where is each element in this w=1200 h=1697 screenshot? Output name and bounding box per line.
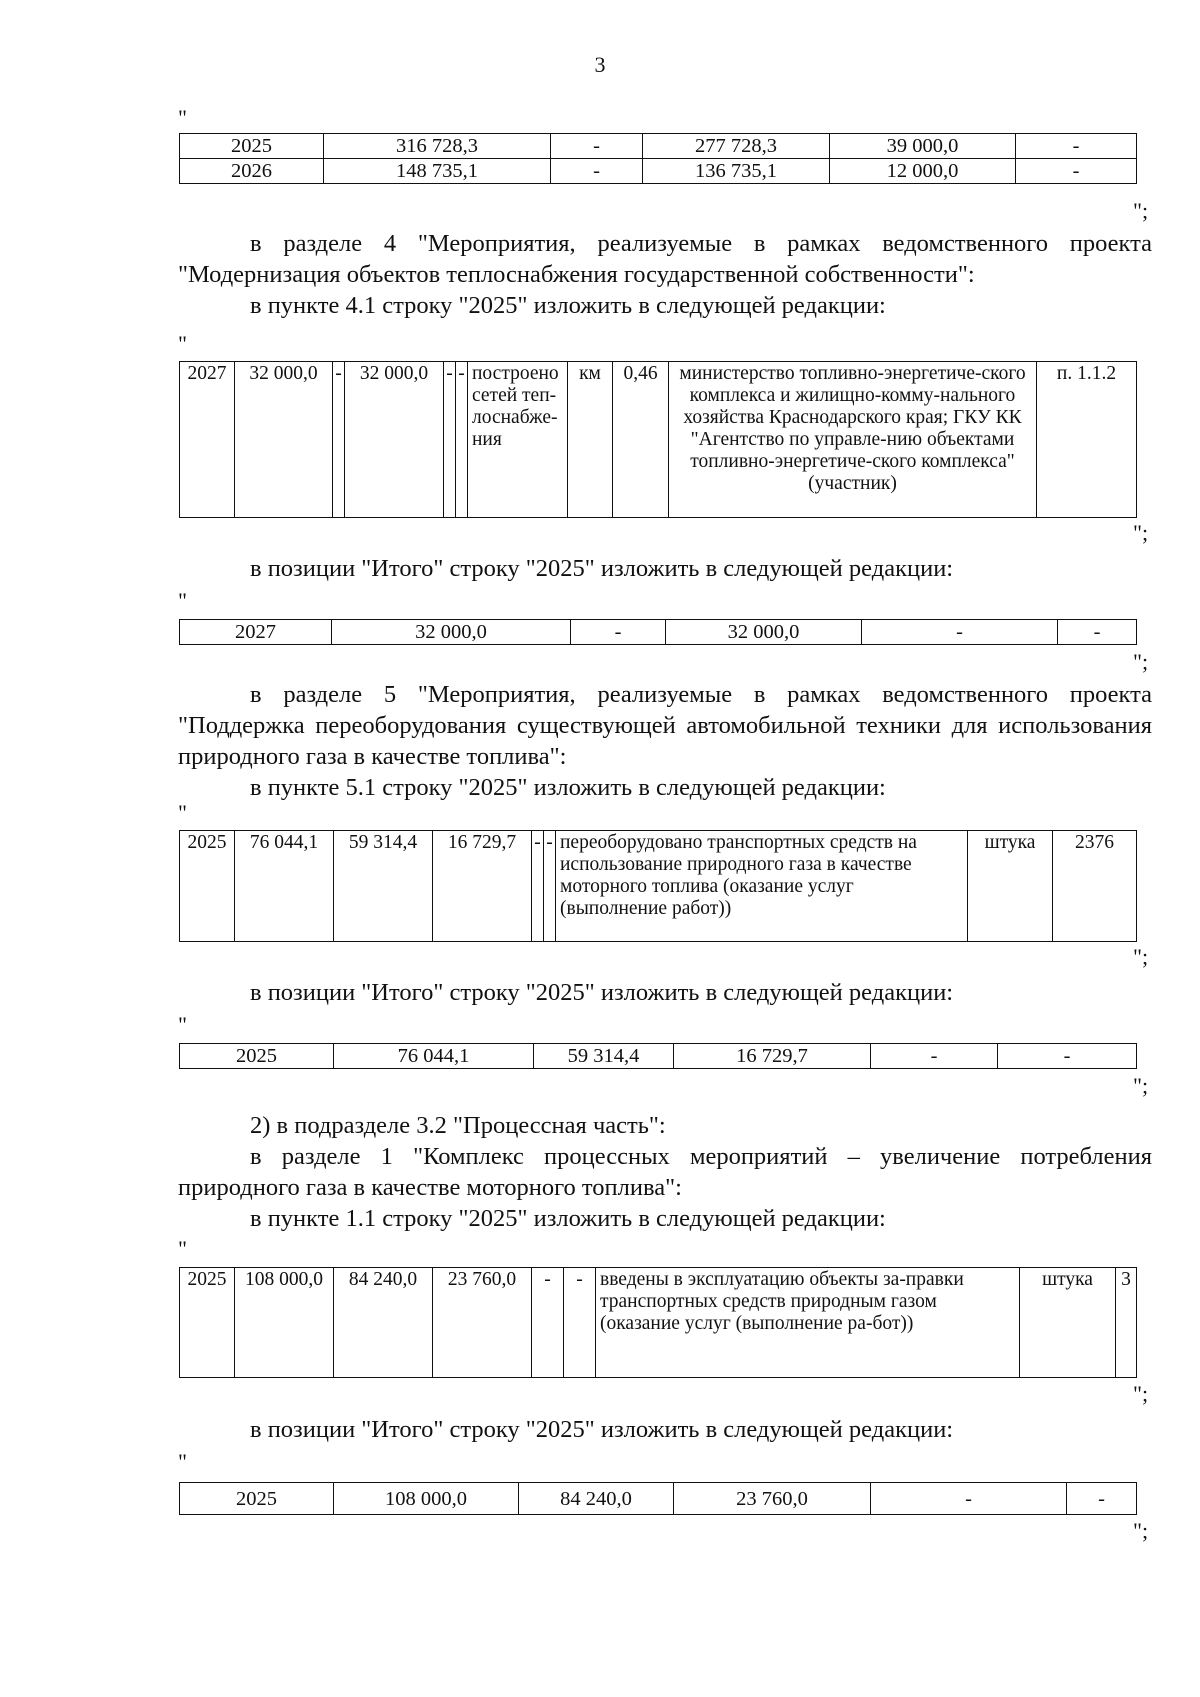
table-cell: км <box>568 362 613 518</box>
itogo-paragraph-1 <box>178 553 1152 584</box>
open-quote: " <box>178 331 187 356</box>
table-cell: 59 314,4 <box>334 831 433 942</box>
section-4-heading: в разделе 4 "Мероприятия, реализуемые в рамках ведомственного проекта "Модернизация объектов теплоснабжения государственной собственности": <box>178 230 1152 288</box>
table-cell: - <box>871 1483 1067 1515</box>
table-cell: построено сетей теп-лоснабже-ния <box>468 362 568 518</box>
table-row <box>180 831 1137 942</box>
table-cell: 16 729,7 <box>674 1044 871 1069</box>
table-cell: 76 044,1 <box>334 1044 534 1069</box>
table-cell: 84 240,0 <box>334 1268 433 1378</box>
table-row <box>180 1483 1137 1515</box>
table-cell: - <box>551 159 643 184</box>
table-cell: - <box>333 362 345 518</box>
table-cell: 2025 <box>180 1268 235 1378</box>
table-cell: - <box>1058 620 1137 645</box>
table-cell: 84 240,0 <box>519 1483 674 1515</box>
table-cell: 316 728,3 <box>324 134 551 159</box>
table-cell: - <box>456 362 468 518</box>
table-cell: 2025 <box>180 1044 334 1069</box>
table-row <box>180 362 1137 518</box>
close-quote: "; <box>1133 649 1149 674</box>
table-cell: 16 729,7 <box>433 831 532 942</box>
table-cell: штука <box>968 831 1053 942</box>
table-cell: 2025 <box>180 831 235 942</box>
table-item-4-1 <box>179 361 1137 518</box>
table-cell: - <box>532 831 544 942</box>
table-cell: 12 000,0 <box>830 159 1016 184</box>
close-quote: "; <box>1133 944 1149 969</box>
itogo-paragraph-2 <box>178 977 1152 1008</box>
table-cell: 32 000,0 <box>332 620 571 645</box>
subsection-3-2-heading: 2) в подразделе 3.2 "Процессная часть": <box>250 1112 666 1139</box>
table-cell: - <box>532 1268 564 1378</box>
table-cell: 148 735,1 <box>324 159 551 184</box>
table-cell: - <box>444 362 456 518</box>
table-cell: 136 735,1 <box>643 159 830 184</box>
section-5-heading: в разделе 5 "Мероприятия, реализуемые в рамках ведомственного проекта "Поддержка переоборудования существующей автомобильной техники для использования природного газа в качестве топлива": <box>178 681 1152 770</box>
itogo-paragraph-3 <box>178 1414 1152 1445</box>
section-1-heading: в разделе 1 "Комплекс процессных мероприятий – увеличение потребления природного газа в качестве моторного топлива": <box>178 1143 1152 1201</box>
table-cell: - <box>551 134 643 159</box>
itogo-instruction: в позиции "Итого" строку "2025" изложить в следующей редакции: <box>250 555 954 582</box>
itogo-instruction: в позиции "Итого" строку "2025" изложить в следующей редакции: <box>250 1416 954 1443</box>
table-cell: 2027 <box>180 362 235 518</box>
table-cell: 23 760,0 <box>674 1483 871 1515</box>
table-cell: - <box>998 1044 1137 1069</box>
table-cell: 3 <box>1116 1268 1137 1378</box>
table-cell: - <box>862 620 1058 645</box>
table-row <box>180 159 1137 184</box>
itogo-instruction: в позиции "Итого" строку "2025" изложить в следующей редакции: <box>250 979 954 1006</box>
open-quote: " <box>178 105 187 130</box>
table-cell: министерство топливно-энергетиче-ского комплекса и жилищно-комму-нального хозяйства Краснодарского края; ГКУ КК "Агентство по управле-нию объектами топливно-энергетиче-ского комплекса" (участник) <box>669 362 1037 518</box>
table-item-5-1 <box>179 830 1137 942</box>
table-itogo-2027 <box>179 619 1137 645</box>
table-cell: - <box>1067 1483 1137 1515</box>
table-cell: 108 000,0 <box>334 1483 519 1515</box>
table-cell: переоборудовано транспортных средств на использование природного газа в качестве моторного топлива (оказание услуг (выполнение работ)) <box>556 831 968 942</box>
table-cell: 2025 <box>180 134 324 159</box>
table-row <box>180 1044 1137 1069</box>
table-cell: штука <box>1020 1268 1116 1378</box>
close-quote: "; <box>1133 520 1149 545</box>
item-5-1-instruction: в пункте 5.1 строку "2025" изложить в следующей редакции: <box>250 774 886 801</box>
table-row <box>180 620 1137 645</box>
table-cell: введены в эксплуатацию объекты за-правки транспортных средств природным газом (оказание услуг (выполнение ра-бот)) <box>596 1268 1020 1378</box>
table-cell: - <box>564 1268 596 1378</box>
table-item-1-1 <box>179 1267 1137 1378</box>
open-quote: " <box>178 588 187 613</box>
section-4-paragraph <box>178 228 1152 321</box>
table-cell: 39 000,0 <box>830 134 1016 159</box>
table-cell: 108 000,0 <box>235 1268 334 1378</box>
item-4-1-instruction: в пункте 4.1 строку "2025" изложить в следующей редакции: <box>250 292 886 319</box>
open-quote: " <box>178 800 187 825</box>
table-cell: 59 314,4 <box>534 1044 674 1069</box>
table-cell: 2025 <box>180 1483 334 1515</box>
table-row <box>180 1268 1137 1378</box>
table-cell: 32 000,0 <box>345 362 444 518</box>
subsection-3-2-paragraph <box>178 1110 1152 1234</box>
table-row <box>180 134 1137 159</box>
table-cell: - <box>571 620 666 645</box>
close-quote: "; <box>1133 1518 1149 1543</box>
table-cell: 76 044,1 <box>235 831 334 942</box>
table-cell: 0,46 <box>613 362 669 518</box>
table-cell: 2027 <box>180 620 332 645</box>
close-quote: "; <box>1133 198 1149 223</box>
table-cell: - <box>544 831 556 942</box>
table-cell: 2376 <box>1053 831 1137 942</box>
table-funding-2025-2026 <box>179 133 1137 184</box>
table-itogo-2025-a <box>179 1043 1137 1069</box>
table-cell: - <box>871 1044 998 1069</box>
table-itogo-2025-b <box>179 1482 1137 1515</box>
close-quote: "; <box>1133 1073 1149 1098</box>
table-cell: 32 000,0 <box>235 362 333 518</box>
table-cell: 32 000,0 <box>666 620 862 645</box>
table-cell: - <box>1016 134 1137 159</box>
table-cell: п. 1.1.2 <box>1037 362 1137 518</box>
table-cell: 2026 <box>180 159 324 184</box>
table-cell: - <box>1016 159 1137 184</box>
table-cell: 23 760,0 <box>433 1268 532 1378</box>
page-number: 3 <box>594 52 606 77</box>
close-quote: "; <box>1133 1381 1149 1406</box>
open-quote: " <box>178 1012 187 1037</box>
table-cell: 277 728,3 <box>643 134 830 159</box>
open-quote: " <box>178 1236 187 1261</box>
open-quote: " <box>178 1449 187 1474</box>
item-1-1-instruction: в пункте 1.1 строку "2025" изложить в следующей редакции: <box>250 1205 886 1232</box>
section-5-paragraph <box>178 679 1152 803</box>
